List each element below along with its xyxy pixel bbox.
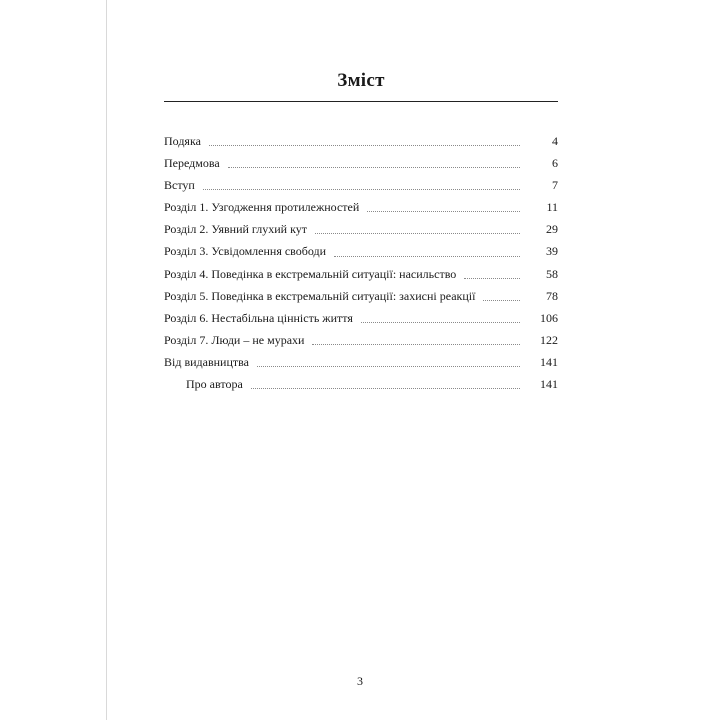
page-edge-divider (106, 0, 107, 720)
toc-entry-chapter-3[interactable] (164, 240, 558, 262)
toc-leader-dots (203, 188, 520, 190)
title-rule (164, 101, 558, 102)
toc-entry-introduction[interactable] (164, 174, 558, 196)
toc-entry-from-publisher[interactable] (164, 351, 558, 373)
toc-entry-label: Про автора (186, 377, 243, 392)
toc-entry-page: 29 (546, 222, 558, 237)
toc-entry-about-author[interactable] (164, 373, 558, 395)
toc-entry-label: Розділ 1. Узгодження протилежностей (164, 200, 360, 215)
toc-leader-dots (483, 299, 520, 301)
toc-leader-dots (334, 255, 520, 257)
toc-entry-label: Розділ 7. Люди – не мурахи (164, 332, 305, 347)
toc-entry-chapter-1[interactable] (164, 196, 558, 218)
toc-entry-foreword[interactable] (164, 152, 558, 174)
toc-leader-dots (315, 232, 520, 234)
toc-leader-dots (312, 343, 520, 345)
toc-entry-page: 58 (546, 266, 558, 281)
toc-entry-label: Розділ 2. Уявний глухий кут (164, 222, 307, 237)
toc-entry-page: 122 (540, 332, 558, 347)
toc-leader-dots (228, 166, 520, 168)
toc-entry-page: 78 (546, 288, 558, 303)
toc-entry-page: 141 (540, 377, 558, 392)
toc-entry-page: 11 (546, 200, 558, 215)
toc-entry-page: 141 (540, 354, 558, 369)
page-title: Зміст (337, 70, 385, 91)
toc-entry-acknowledgements[interactable] (164, 130, 558, 152)
toc-entry-page: 39 (546, 244, 558, 259)
toc-leader-dots (464, 277, 520, 279)
toc-leader-dots (209, 144, 520, 146)
toc-entry-chapter-7[interactable] (164, 329, 558, 351)
page-number: 3 (357, 674, 363, 688)
toc-entry-page: 106 (540, 310, 558, 325)
toc-entry-page: 6 (552, 156, 558, 171)
toc-leader-dots (361, 321, 520, 323)
toc-entry-chapter-5[interactable] (164, 285, 558, 307)
toc-entry-label: Подяка (164, 134, 201, 148)
toc-entry-label: Вступ (164, 178, 195, 193)
toc-entry-label: Розділ 3. Усвідомлення свободи (164, 244, 327, 259)
toc-entry-label: Розділ 6. Нестабільна цінність життя (164, 310, 353, 325)
toc-entry-chapter-4[interactable] (164, 263, 558, 285)
toc-leader-dots (251, 387, 520, 389)
toc-entry-label: Розділ 5. Поведінка в екстремальній ситуації: захисні реакції (164, 288, 476, 303)
toc-entry-chapter-6[interactable] (164, 307, 558, 329)
toc-entry-label: Розділ 4. Поведінка в екстремальній ситуації: насильство (164, 266, 457, 281)
toc-entry-chapter-2[interactable] (164, 218, 558, 240)
toc-entry-label: Передмова (164, 156, 220, 171)
toc-leader-dots (257, 365, 520, 367)
toc-entry-page: 7 (552, 178, 558, 193)
toc-entry-label: Від видавництва (164, 354, 249, 369)
table-of-contents (164, 130, 558, 395)
toc-entry-page: 4 (552, 134, 558, 148)
toc-leader-dots (367, 210, 520, 212)
